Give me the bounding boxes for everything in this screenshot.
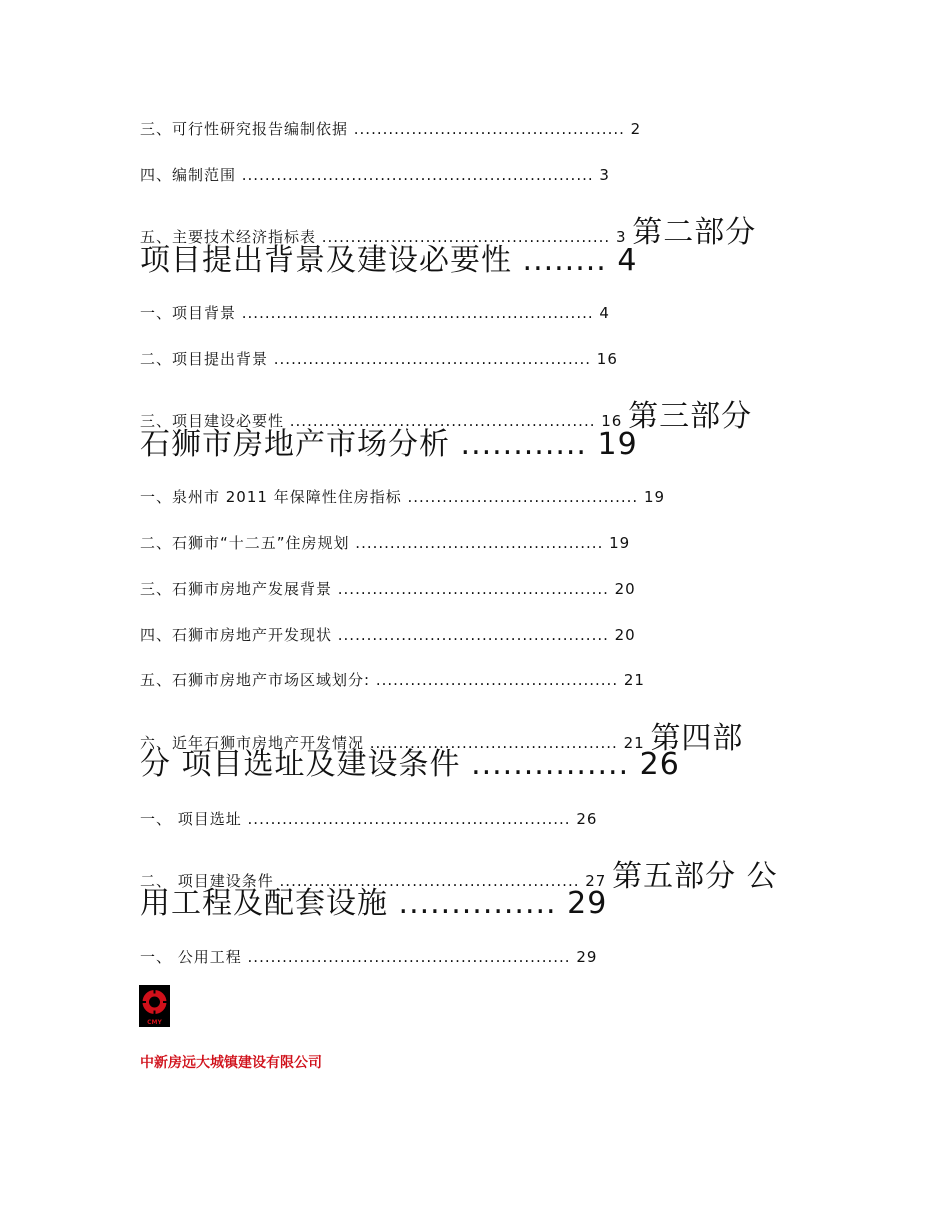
company-logo-icon	[139, 985, 170, 1027]
toc-part-5-start: 第五部分 公	[612, 859, 778, 894]
toc-part-2-title: 项目提出背景及建设必要性 ........ 4	[140, 243, 638, 278]
toc-item-9: 三、石狮市房地产发展背景 ............................................... 20	[140, 580, 636, 598]
toc-item-4: 一、项目背景 ............................................................. 4	[140, 304, 610, 322]
toc-item-6-text: 三、项目建设必要性 ..................................................... 16	[140, 412, 623, 430]
toc-item-11: 五、石狮市房地产市场区域划分: .......................................... 21	[140, 671, 645, 689]
toc-item-12-text: 六、近年石狮市房地产开发情况 ........................................... 21	[140, 734, 645, 752]
toc-item-2: 四、编制范围 ............................................................. 3	[140, 166, 610, 184]
toc-item-7: 一、泉州市 2011 年保障性住房指标 ........................................ 19	[140, 488, 666, 506]
logo-text: CMY	[147, 1019, 162, 1026]
toc-item-5: 二、项目提出背景 ....................................................... 16	[140, 350, 618, 368]
toc-item-1: 三、可行性研究报告编制依据 ............................................... 2	[140, 120, 642, 138]
company-name: 中新房远大城镇建设有限公司	[140, 1055, 322, 1071]
toc-item-13: 一、 项目选址 ........................................................ 26	[140, 810, 598, 828]
toc-part-4-start: 第四部	[650, 721, 744, 756]
toc-item-15: 一、 公用工程 ........................................................ 29	[140, 948, 598, 966]
toc-item-3-text: 五、主要技术经济指标表 .................................................. 3	[140, 228, 627, 246]
toc-item-8: 二、石狮市“十二五”住房规划 ........................................... 19	[140, 534, 631, 552]
toc-part-2-start: 第二部分	[632, 215, 757, 250]
toc-item-14-text: 二、 项目建设条件 .................................................... 27	[140, 872, 607, 890]
toc-part-5-title: 用工程及配套设施 ............... 29	[140, 886, 608, 921]
toc-part-3-title: 石狮市房地产市场分析 ............ 19	[140, 427, 638, 462]
toc-item-10: 四、石狮市房地产开发现状 ............................................... 20	[140, 626, 636, 644]
toc-part-4-title: 分 项目选址及建设条件 ............... 26	[140, 747, 680, 782]
toc-part-3-start: 第三部分	[628, 399, 753, 434]
